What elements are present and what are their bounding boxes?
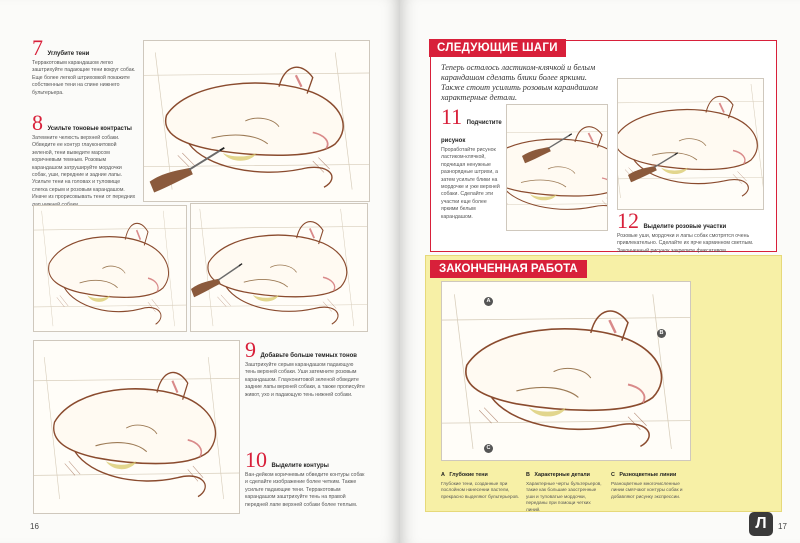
marker-c: C: [484, 444, 493, 453]
step-8-title: Усильте тоновые контрасты: [47, 126, 132, 132]
page-number-left: 16: [30, 522, 39, 531]
step-7-text: Терракотовым карандашом легко заштрихуйте падающие тени вокруг собак. Еще более легкой штриховкой покажите собственные тени на спине нижнего бультерьера.: [32, 60, 136, 96]
caption-c-text: Разноцветные многочисленные линии смягчают контуры собак и добавляют рисунку экспрессии.: [611, 481, 683, 499]
finished-work-title: ЗАКОНЧЕННАЯ РАБОТА: [430, 260, 587, 278]
step-10-title: Выделите контуры: [271, 463, 329, 469]
illustration-step-12: [617, 78, 764, 210]
step-11-title: Подчистите рисунок: [441, 120, 502, 144]
illustration-step-9: [33, 340, 240, 514]
finished-work-panel: [425, 255, 782, 512]
illustration-step-8b: [190, 203, 368, 332]
next-steps-panel: [430, 40, 777, 252]
step-9-number: 9: [245, 337, 256, 362]
caption-b: [526, 463, 606, 513]
step-12-text: Розовые уши, мордочки и лапы собак смотрятся очень привлекательно. Сделайте их ярче карминном светлым. Законченный рисунок закрепите фиксативом.: [617, 233, 754, 254]
caption-c-title: Разноцветные линии: [619, 472, 677, 478]
step-9-text: Заштрихуйте серым карандашом падающую тень верхней собаки. Уши затемните розовым карандашом. Глауконитовой зеленой обведите задние лапы верхней собаки, а также пропиcуйте живот, ухо и падающую тень нижней собаки.: [245, 362, 365, 398]
illustration-step-8: [33, 205, 187, 332]
step-11-number: 11: [441, 104, 463, 129]
caption-a-letter: A: [441, 472, 445, 478]
step-7-title: Углубите тени: [47, 51, 90, 57]
step-10: [245, 447, 365, 509]
caption-b-text: Характерные черты бультерьеров, такие как большие заостренные уши и туповатые мордочки, переданы при помощи четких линий.: [526, 481, 602, 512]
step-10-number: 10: [245, 447, 267, 472]
page-number-right: 17: [778, 522, 787, 531]
marker-b: B: [657, 329, 666, 338]
illustration-finished: [441, 281, 691, 461]
step-9: [245, 337, 365, 399]
caption-a-text: Глубокие тени, созданные при послойном нанесении пастели, прекрасно выделяют бультерьеров.: [441, 481, 520, 499]
step-12: [617, 208, 767, 255]
step-7: [32, 35, 137, 97]
step-8-text: Затемните челюсть верхней собаки. Обведите ее контур глауконитовой зеленой, тени выведите марсом коричневым темным. Розовым карандашом затрушируйте мордочки собак, уши, передние и задние лапы. Усильте тени на головах и туловище слегка серым и розовым карандашом. Иначе из прорисовывать тени от передних: [32, 135, 136, 201]
step-11: [441, 104, 503, 221]
caption-a: [441, 463, 521, 500]
next-steps-banner: СЛЕДУЮЩИЕ ШАГИ: [429, 39, 566, 57]
right-page: [400, 0, 800, 543]
step-12-title: Выделите розовые участки: [643, 224, 727, 230]
step-12-number: 12: [617, 208, 639, 233]
step-9-title: Добавьте больше темных тонов: [260, 353, 357, 359]
step-11-text: Проработайте рисунок ластиком-клячкой, подчищая ненужные разнорядные штрихи, а затем усильте блики на мордочке и уже верхней собаки. Сделайте эти участки еще более яркими белым карандашом.: [441, 147, 500, 220]
publisher-logo: Л: [749, 512, 773, 536]
step-7-number: 7: [32, 35, 43, 60]
caption-c: [611, 463, 691, 500]
caption-c-letter: C: [611, 472, 615, 478]
step-8: [32, 110, 137, 209]
illustration-step-11: [506, 104, 608, 231]
caption-a-title: Глубокие тени: [449, 472, 488, 478]
marker-a: A: [484, 297, 493, 306]
step-10-text: Ван-дейком коричневым обведите контуры собак и сделайте изображение более четким. Также усильте падающие тени. Терракотовым карандашом заштрихуйте тень на правой передней лапе верхней собаки более теплым.: [245, 472, 365, 508]
illustration-step-7: [143, 40, 370, 202]
caption-b-title: Характерные детали: [534, 472, 590, 478]
caption-b-letter: B: [526, 472, 530, 478]
next-steps-intro: Теперь осталось ластиком-клячкой и белым карандашом сделать блики более яркими. Также стоит усилить розовым карандашом характерные детали.: [441, 63, 598, 102]
step-8-number: 8: [32, 110, 43, 135]
